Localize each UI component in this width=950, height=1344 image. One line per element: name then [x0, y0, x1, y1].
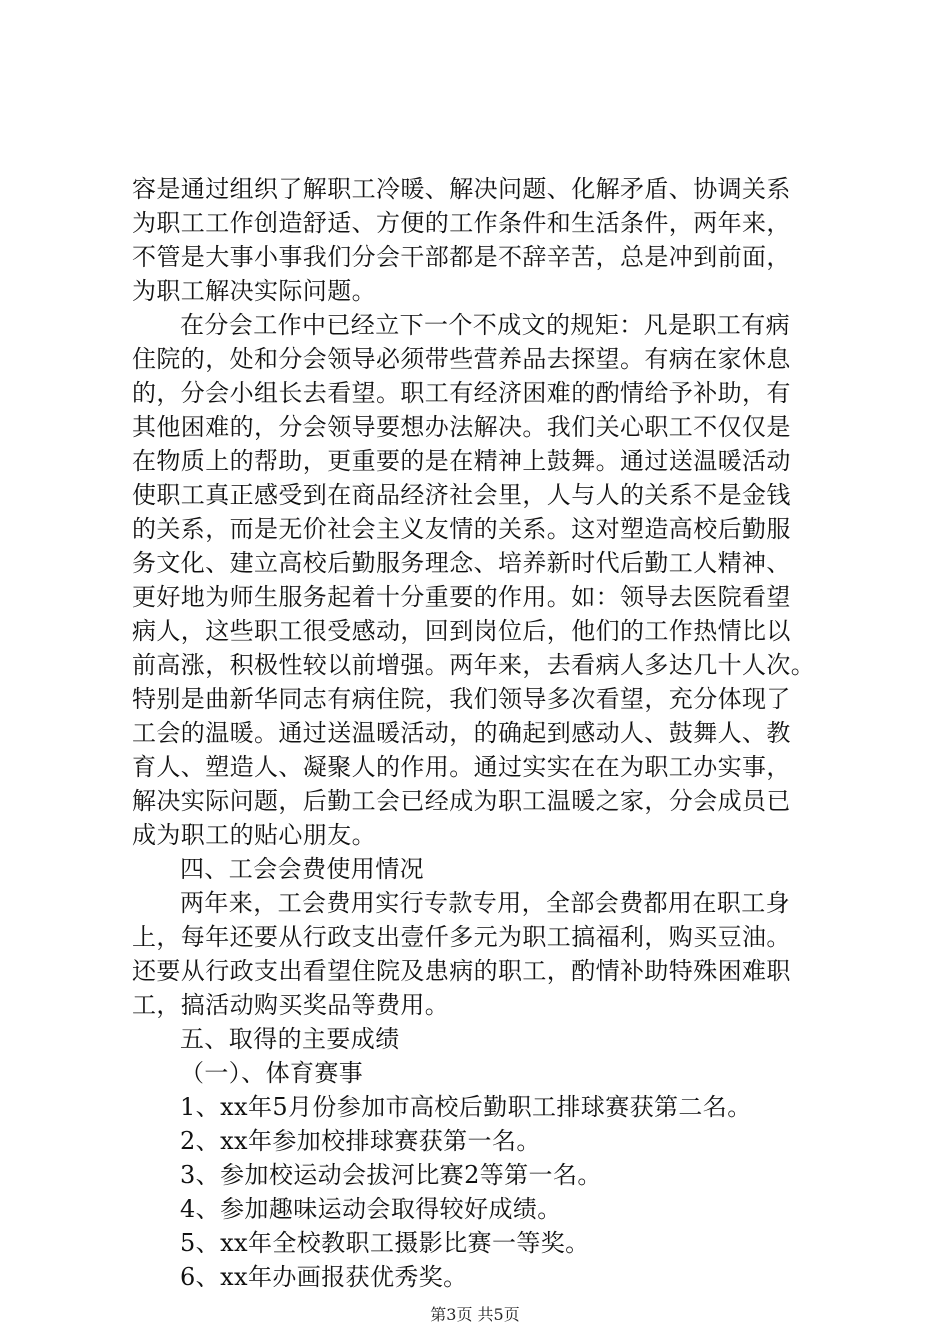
body-text-line: 上，每年还要从行政支出壹仟多元为职工搞福利，购买豆油。 — [132, 923, 791, 951]
body-text-line: 为职工解决实际问题。 — [132, 277, 376, 305]
body-text-line: 工会的温暖。通过送温暖活动，的确起到感动人、鼓舞人、教 — [132, 719, 791, 747]
body-text-line: 育人、塑造人、凝聚人的作用。通过实实在在为职工办实事， — [132, 753, 791, 781]
body-text-line: 特别是曲新华同志有病住院，我们领导多次看望，充分体现了 — [132, 685, 791, 713]
body-text-line: 前高涨，积极性较以前增强。两年来，去看病人多达几十人次。 — [132, 651, 816, 679]
list-item: 2、xx年参加校排球赛获第一名。 — [180, 1127, 541, 1155]
body-text-line: 务文化、建立高校后勤服务理念、培养新时代后勤工人精神、 — [132, 549, 791, 577]
body-text-line: 容是通过组织了解职工冷暖、解决问题、化解矛盾、协调关系 — [132, 175, 791, 203]
list-item: 3、参加校运动会拔河比赛2等第一名。 — [180, 1161, 602, 1189]
body-text-line: 病人，这些职工很受感动，回到岗位后，他们的工作热情比以 — [132, 617, 791, 645]
body-text-line: 成为职工的贴心朋友。 — [132, 821, 376, 849]
body-text-line: 使职工真正感受到在商品经济社会里，人与人的关系不是金钱 — [132, 481, 791, 509]
body-text-line: 还要从行政支出看望住院及患病的职工，酌情补助特殊困难职 — [132, 957, 791, 985]
body-text-line: 住院的，处和分会领导必须带些营养品去探望。有病在家休息 — [132, 345, 791, 373]
body-text-line: 解决实际问题，后勤工会已经成为职工温暖之家，分会成员已 — [132, 787, 791, 815]
body-text-line: 工，搞活动购买奖品等费用。 — [132, 991, 450, 1019]
body-text-line: 在物质上的帮助，更重要的是在精神上鼓舞。通过送温暖活动 — [132, 447, 791, 475]
section-heading: 五、取得的主要成绩 — [180, 1025, 400, 1053]
paragraph-start-line: 在分会工作中已经立下一个不成文的规矩：凡是职工有病 — [180, 311, 790, 339]
paragraph-start-line: 两年来，工会费用实行专款专用，全部会费都用在职工身 — [180, 889, 790, 917]
body-text-line: 不管是大事小事我们分会干部都是不辞辛苦，总是冲到前面， — [132, 243, 791, 271]
page-footer: 第3页 共5页 — [430, 1305, 520, 1324]
body-text-line: 更好地为师生服务起着十分重要的作用。如：领导去医院看望 — [132, 583, 791, 611]
body-text-line: 的，分会小组长去看望。职工有经济困难的酌情给予补助，有 — [132, 379, 791, 407]
list-item: 1、xx年5月份参加市高校后勤职工排球赛获第二名。 — [180, 1093, 752, 1121]
list-item: 6、xx年办画报获优秀奖。 — [180, 1263, 468, 1291]
body-text-line: 其他困难的，分会领导要想办法解决。我们关心职工不仅仅是 — [132, 413, 791, 441]
list-item: 4、参加趣味运动会取得较好成绩。 — [180, 1195, 562, 1223]
list-item: 5、xx年全校教职工摄影比赛一等奖。 — [180, 1229, 590, 1257]
section-heading: 四、工会会费使用情况 — [180, 855, 424, 883]
subsection-heading: （一）、体育赛事 — [180, 1059, 364, 1087]
body-text-line: 的关系，而是无价社会主义友情的关系。这对塑造高校后勤服 — [132, 515, 791, 543]
body-text-line: 为职工工作创造舒适、方便的工作条件和生活条件，两年来， — [132, 209, 791, 237]
